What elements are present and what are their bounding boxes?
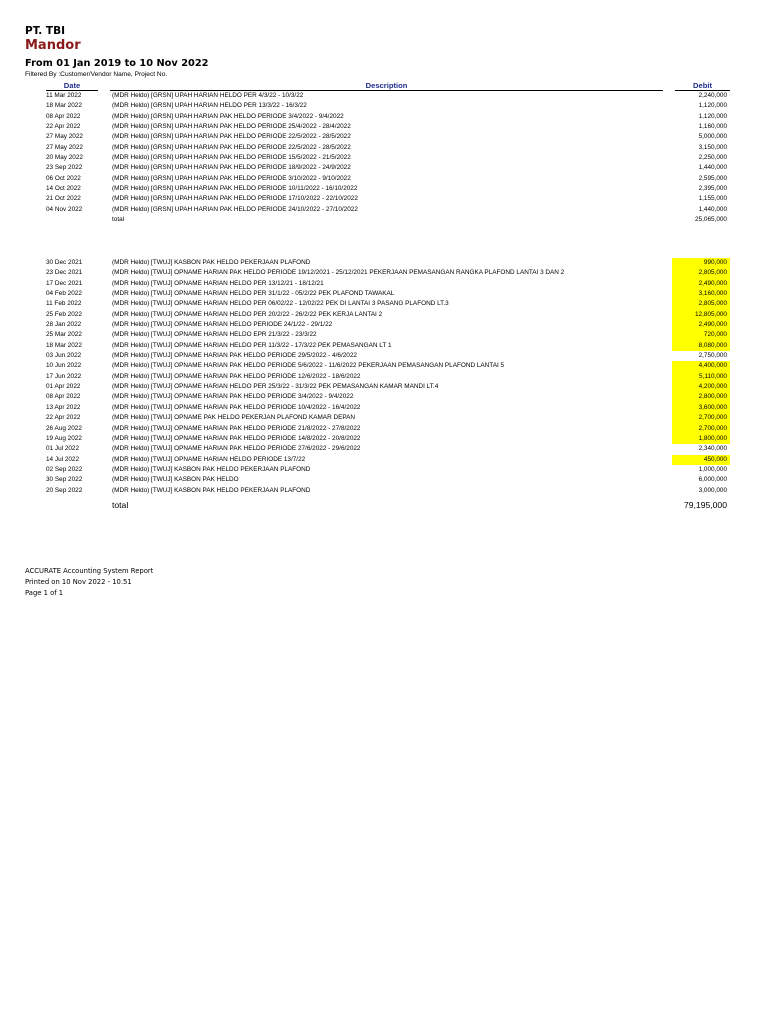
row-date: 14 Oct 2022 — [46, 185, 81, 193]
table-row — [0, 424, 768, 434]
row-debit: 1,440,000 — [698, 205, 727, 213]
row-description: (MDR Heldo) [GRSN] UPAH HARIAN HELDO PER 13/3/22 - 16/3/22 — [112, 102, 307, 110]
table-row — [0, 299, 768, 309]
row-debit: 3,150,000 — [698, 143, 727, 151]
table-row — [0, 268, 768, 278]
table-row — [0, 163, 768, 173]
row-description: (MDR Heldo) [TWUJ] OPNAME HARIAN PAK HELDO PERIODE 21/8/2022 - 27/8/2022 — [112, 424, 361, 432]
row-debit: 2,750,000 — [698, 352, 727, 360]
row-debit: 4,200,000 — [672, 382, 730, 392]
row-date: 25 Mar 2022 — [46, 331, 82, 339]
table-row — [0, 372, 768, 382]
section-twuj-total-row — [0, 499, 768, 512]
row-debit: 2,340,000 — [698, 445, 727, 453]
section-twuj — [0, 258, 768, 496]
table-row — [0, 455, 768, 465]
table-row — [0, 392, 768, 402]
row-date: 19 Aug 2022 — [46, 434, 82, 442]
row-date: 28 Jan 2022 — [46, 321, 82, 329]
table-row — [0, 444, 768, 454]
row-date: 04 Feb 2022 — [46, 290, 82, 298]
column-header-description: Description — [365, 81, 408, 90]
table-row — [0, 184, 768, 194]
table-row — [0, 143, 768, 153]
row-description: (MDR Heldo) [TWUJ] KASBON PAK HELDO PEKERJAAN PLAFOND — [112, 486, 311, 494]
row-date: 08 Apr 2022 — [46, 112, 81, 120]
table-row — [0, 101, 768, 111]
row-description: (MDR Heldo) [TWUJ] OPNAME HARIAN PAK HELDO PERIODE 14/8/2022 - 20/8/2022 — [112, 434, 361, 442]
row-description: (MDR Heldo) [GRSN] UPAH HARIAN HELDO PER 4/3/22 - 10/3/22 — [112, 92, 304, 99]
row-description: (MDR Heldo) [GRSN] UPAH HARIAN PAK HELDO PERIODE 3/10/2022 - 9/10/2022 — [112, 174, 351, 182]
row-description: (MDR Heldo) [TWUJ] OPNAME HARIAN HELDO PERIODE 24/1/22 - 29/1/22 — [112, 321, 333, 329]
table-row — [0, 310, 768, 320]
row-date: 17 Dec 2021 — [46, 279, 83, 287]
row-description: (MDR Heldo) [GRSN] UPAH HARIAN PAK HELDO PERIODE 17/10/2022 - 22/10/2022 — [112, 195, 358, 203]
row-description: (MDR Heldo) [TWUJ] KASBON PAK HELDO PEKERJAAN PLAFOND — [112, 465, 311, 473]
row-date: 20 May 2022 — [46, 154, 83, 162]
table-row — [0, 341, 768, 351]
row-description: (MDR Heldo) [GRSN] UPAH HARIAN PAK HELDO PERIODE 22/5/2022 - 28/5/2022 — [112, 143, 351, 151]
table-row — [0, 279, 768, 289]
row-debit: 4,400,000 — [672, 361, 730, 371]
row-debit: 2,395,000 — [698, 185, 727, 193]
table-row — [0, 132, 768, 142]
row-date: 22 Apr 2022 — [46, 123, 81, 131]
row-debit: 6,000,000 — [698, 476, 727, 484]
column-header-debit: Debit — [693, 81, 712, 90]
row-date: 22 Apr 2022 — [46, 414, 81, 422]
row-debit: 2,490,000 — [672, 320, 730, 330]
row-date: 18 Mar 2022 — [46, 341, 82, 349]
row-date: 25 Feb 2022 — [46, 310, 82, 318]
table-row — [0, 112, 768, 122]
row-description: (MDR Heldo) [TWUJ] OPNAME HARIAN PAK HELDO PERIODE 3/4/2022 - 9/4/2022 — [112, 393, 354, 401]
row-debit: 3,160,000 — [672, 289, 730, 299]
row-date: 11 Mar 2022 — [46, 92, 82, 99]
row-debit: 2,700,000 — [672, 424, 730, 434]
row-date: 11 Feb 2022 — [46, 300, 82, 308]
table-row — [0, 475, 768, 485]
row-date: 04 Nov 2022 — [46, 205, 83, 213]
total-label: total — [112, 216, 125, 224]
row-description: (MDR Heldo) [GRSN] UPAH HARIAN PAK HELDO PERIODE 15/5/2022 - 21/5/2022 — [112, 154, 351, 162]
row-debit: 2,700,000 — [672, 413, 730, 423]
row-debit: 5,000,000 — [698, 133, 727, 141]
row-date: 20 Sep 2022 — [46, 486, 83, 494]
row-debit: 450,000 — [672, 455, 730, 465]
row-date: 01 Jul 2022 — [46, 445, 80, 453]
row-description: (MDR Heldo) [TWUJ] OPNAME HARIAN HELDO EPR 21/3/22 - 23/3/22 — [112, 331, 317, 339]
row-date: 06 Oct 2022 — [46, 174, 81, 182]
row-date: 30 Sep 2022 — [46, 476, 83, 484]
section-grsn — [0, 91, 768, 225]
row-debit: 8,080,000 — [672, 341, 730, 351]
total-row — [0, 215, 768, 225]
row-description: (MDR Heldo) [TWUJ] KASBON PAK HELDO PEKERJAAN PLAFOND — [112, 259, 311, 266]
row-description: (MDR Heldo) [TWUJ] OPNAME HARIAN HELDO PER 31/1/22 - 05/2/22 PEK PLAFOND TAWAKAL — [112, 290, 395, 298]
table-row — [0, 258, 768, 268]
row-debit: 2,250,000 — [698, 154, 727, 162]
report-footer — [25, 566, 153, 599]
table-row — [0, 434, 768, 444]
table-row — [0, 403, 768, 413]
table-row — [0, 382, 768, 392]
row-debit: 12,805,000 — [672, 310, 730, 320]
row-debit: 2,805,000 — [672, 299, 730, 309]
row-date: 30 Dec 2021 — [46, 259, 83, 266]
table-row — [0, 361, 768, 371]
table-row — [0, 174, 768, 184]
table-row — [0, 205, 768, 215]
row-date: 03 Jun 2022 — [46, 352, 82, 360]
row-description: (MDR Heldo) [TWUJ] OPNAME PAK HELDO PEKERJAN PLAFOND KAMAR DEPAN — [112, 414, 356, 422]
table-row — [0, 486, 768, 496]
row-debit: 1,160,000 — [698, 123, 727, 131]
row-date: 08 Apr 2022 — [46, 393, 81, 401]
row-description: (MDR Heldo) [TWUJ] KASBON PAK HELDO — [112, 476, 239, 484]
row-description: (MDR Heldo) [TWUJ] OPNAME HARIAN PAK HELDO PERIODE 5/6/2022 - 11/6/2022 PEKERJAAN PEMASANGAN PLAFOND LANTAI 5 — [112, 362, 505, 370]
row-description: (MDR Heldo) [TWUJ] OPNAME HARIAN HELDO PER 20/2/22 - 26/2/22 PEK KERJA LANTAI 2 — [112, 310, 383, 318]
row-debit: 2,595,000 — [698, 174, 727, 182]
footer-printed: Printed on 10 Nov 2022 - 10.51 — [25, 578, 132, 586]
total-value: 79,195,000 — [683, 500, 727, 510]
column-header-date: Date — [63, 81, 81, 90]
table-row — [0, 289, 768, 299]
row-date: 02 Sep 2022 — [46, 465, 83, 473]
row-debit: 990,000 — [672, 258, 730, 268]
row-debit: 1,440,000 — [698, 164, 727, 172]
row-debit: 720,000 — [672, 330, 730, 340]
row-description: (MDR Heldo) [GRSN] UPAH HARIAN PAK HELDO PERIODE 10/11/2022 - 16/10/2022 — [112, 185, 358, 193]
row-description: (MDR Heldo) [GRSN] UPAH HARIAN PAK HELDO PERIODE 22/5/2022 - 28/5/2022 — [112, 133, 351, 141]
row-date: 23 Dec 2021 — [46, 269, 83, 277]
row-debit: 3,600,000 — [672, 403, 730, 413]
row-debit: 3,000,000 — [698, 486, 727, 494]
footer-system: ACCURATE Accounting System Report — [25, 567, 154, 575]
row-debit: 2,240,000 — [698, 92, 727, 99]
table-row — [0, 351, 768, 361]
row-date: 17 Jun 2022 — [46, 372, 82, 380]
row-debit: 1,800,000 — [672, 434, 730, 444]
row-description: (MDR Heldo) [TWUJ] OPNAME HARIAN PAK HELDO PERIODE 29/5/2022 - 4/6/2022 — [112, 352, 357, 360]
filter-info: Filtered By :Customer/Vendor Name, Project No. — [25, 71, 168, 78]
table-row — [0, 91, 768, 101]
row-description: (MDR Heldo) [TWUJ] OPNAME HARIAN HELDO PER 25/3/22 - 31/3/22 PEK PEMASANGAN KAMAR MANDI LT.4 — [112, 383, 439, 391]
row-date: 27 May 2022 — [46, 143, 83, 151]
row-description: (MDR Heldo) [TWUJ] OPNAME HARIAN HELDO PER 11/3/22 - 17/3/22 PEK PEMASANGAN LT 1 — [112, 341, 392, 349]
row-description: (MDR Heldo) [TWUJ] OPNAME HARIAN HELDO PER 13/12/21 - 18/12/21 — [112, 279, 324, 287]
table-row — [0, 320, 768, 330]
row-date: 14 Jul 2022 — [46, 455, 80, 463]
table-row — [0, 330, 768, 340]
row-debit: 1,120,000 — [698, 112, 727, 120]
row-debit: 1,155,000 — [698, 195, 727, 203]
row-debit: 2,490,000 — [672, 279, 730, 289]
footer-page: Page 1 of 1 — [25, 589, 64, 597]
company-name: PT. TBI — [25, 25, 65, 37]
row-date: 21 Oct 2022 — [46, 195, 81, 203]
row-debit: 1,000,000 — [698, 465, 727, 473]
row-description: (MDR Heldo) [GRSN] UPAH HARIAN PAK HELDO PERIODE 3/4/2022 - 9/4/2022 — [112, 112, 344, 120]
report-period: From 01 Jan 2019 to 10 Nov 2022 — [25, 58, 209, 69]
row-description: (MDR Heldo) [TWUJ] OPNAME HARIAN HELDO PER 06/02/22 - 12/02/22 PEK DI LANTAI 3 PASANG PLAFOND LT.3 — [112, 300, 449, 308]
table-row — [0, 194, 768, 204]
row-debit: 1,120,000 — [698, 102, 727, 110]
row-description: (MDR Heldo) [GRSN] UPAH HARIAN PAK HELDO PERIODE 18/9/2022 - 24/9/2022 — [112, 164, 351, 172]
row-date: 27 May 2022 — [46, 133, 83, 141]
row-date: 01 Apr 2022 — [46, 383, 81, 391]
row-date: 26 Aug 2022 — [46, 424, 82, 432]
row-description: (MDR Heldo) [GRSN] UPAH HARIAN PAK HELDO PERIODE 24/10/2022 - 27/10/2022 — [112, 205, 358, 213]
report-title: Mandor — [25, 38, 81, 53]
row-debit: 2,805,000 — [672, 268, 730, 278]
row-description: (MDR Heldo) [GRSN] UPAH HARIAN PAK HELDO PERIODE 25/4/2022 - 28/4/2022 — [112, 123, 351, 131]
table-row — [0, 413, 768, 423]
row-date: 10 Jun 2022 — [46, 362, 82, 370]
table-row — [0, 122, 768, 132]
row-description: (MDR Heldo) [TWUJ] OPNAME HARIAN PAK HELDO PERIODE 12/6/2022 - 18/6/2022 — [112, 372, 361, 380]
total-label: total — [112, 500, 129, 510]
row-date: 23 Sep 2022 — [46, 164, 83, 172]
row-date: 13 Apr 2022 — [46, 403, 81, 411]
row-description: (MDR Heldo) [TWUJ] OPNAME HARIAN PAK HELDO PERIODE 19/12/2021 - 25/12/2021 PEKERJAAN PEMASANGAN RANGKA PLAFOND LANTAI 3 DAN 2 — [112, 269, 565, 277]
table-row — [0, 465, 768, 475]
row-description: (MDR Heldo) [TWUJ] OPNAME HARIAN PAK HELDO PERIODE 10/4/2022 - 16/4/2022 — [112, 403, 361, 411]
table-row — [0, 153, 768, 163]
row-debit: 5,110,000 — [672, 372, 730, 382]
row-description: (MDR Heldo) [TWUJ] OPNAME HARIAN PAK HELDO PERIODE 27/6/2022 - 29/6/2022 — [112, 445, 361, 453]
total-value: 25,065,000 — [695, 216, 727, 224]
row-date: 18 Mar 2022 — [46, 102, 82, 110]
row-debit: 2,800,000 — [672, 392, 730, 402]
row-description: (MDR Heldo) [TWUJ] OPNAME HARIAN HELDO PERIODE 13/7/22 — [112, 455, 306, 463]
